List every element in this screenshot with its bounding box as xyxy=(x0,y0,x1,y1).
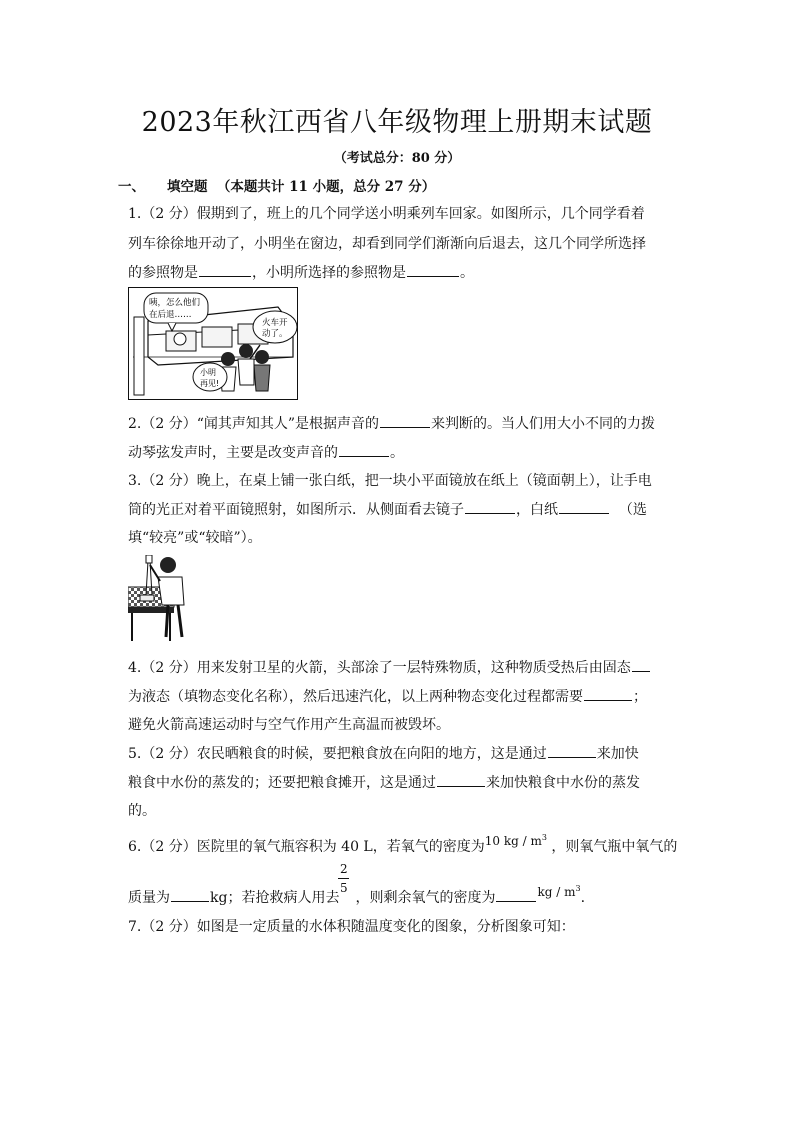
q2-line-1-a: 2.（2 分）“闻其声知其人”是根据声音的 xyxy=(128,416,380,432)
q2-blank-1[interactable] xyxy=(380,426,430,428)
bubble-1-line-1: 咦，怎么他们 xyxy=(149,298,201,308)
q6-density xyxy=(485,834,547,848)
bubble-1-line-2: 在后退…… xyxy=(149,310,192,320)
q4-line-2-b: ； xyxy=(633,689,647,705)
q4-blank-1[interactable] xyxy=(632,670,650,672)
q5-line-2 xyxy=(128,772,640,792)
q6-line-2-a: 质量为 xyxy=(128,890,170,906)
q5-line-3: 的。 xyxy=(128,803,156,819)
bubble-3-line-2: 再见! xyxy=(200,379,220,388)
q2-blank-2[interactable] xyxy=(339,455,389,457)
q6-line-1-b: ，则氧气瓶中氧气的 xyxy=(551,839,678,855)
q4-line-3: 避免火箭高速运动时与空气作用产生高温而被毁坏。 xyxy=(128,717,450,733)
q3-line-1: 3.（2 分）晚上，在桌上铺一张白纸，把一块小平面镜放在纸上（镜面朝上），让手电 xyxy=(128,473,652,489)
q1-blank-2[interactable] xyxy=(407,275,459,277)
q6-line-1 xyxy=(128,833,678,856)
bubble-2-line-2: 动了。 xyxy=(262,329,288,339)
flashlight-mirror-illustration xyxy=(128,555,203,643)
q6-unit xyxy=(537,885,580,899)
q1-blank-1[interactable] xyxy=(199,275,251,277)
exam-subtitle: （考试总分：80 分） xyxy=(333,151,461,166)
q6-unit-exponent: 3 xyxy=(575,884,581,893)
q5-line-2-b: 来加快粮食中水份的蒸发 xyxy=(486,775,640,791)
q5-blank-1[interactable] xyxy=(548,756,596,758)
q6-density-value: 10 kg / m xyxy=(484,834,542,848)
bubble-3-line-1: 小明 xyxy=(200,368,216,377)
q6-density-exponent: 3 xyxy=(541,833,547,842)
q5-blank-2[interactable] xyxy=(437,785,485,787)
q5-line-1-a: 5.（2 分）农民晒粮食的时候，要把粮食放在向阳的地方，这是通过 xyxy=(128,746,547,762)
q3-blank-2[interactable] xyxy=(559,512,609,514)
q1-line-1: 1.（2 分）假期到了，班上的几个同学送小明乘列车回家。如图所示，几个同学看着 xyxy=(128,206,645,222)
q4-line-1-a: 4.（2 分）用来发射卫星的火箭，头部涂了一层特殊物质，这种物质受热后由固态 xyxy=(128,660,631,676)
q5-line-1 xyxy=(128,743,639,763)
section-info: （本题共计 11 小题，总分 27 分） xyxy=(216,179,436,195)
q3-line-2-a: 筒的光正对着平面镜照射，如图所示．从侧面看去镜子 xyxy=(128,502,464,518)
q7-line-1: 7.（2 分）如图是一定质量的水体积随温度变化的图象，分析图象可知： xyxy=(128,919,575,935)
train-station-illustration xyxy=(128,287,298,400)
bubble-2-line-1: 火车开 xyxy=(262,318,288,328)
q6-blank-1[interactable] xyxy=(171,900,209,902)
section-heading xyxy=(118,175,435,195)
q6-line-2-c: ，则剩余氧气的密度为 xyxy=(355,890,496,906)
q6-line-2 xyxy=(128,884,586,907)
q4-line-2-a: 为液态（填物态变化名称），然后迅速汽化，以上两种物态变化过程都需要 xyxy=(128,689,583,705)
q6-blank-2[interactable] xyxy=(496,900,536,902)
q3-line-2 xyxy=(128,499,647,519)
q5-line-2-a: 粮食中水份的蒸发的；还要把粮食摊开，这是通过 xyxy=(128,775,436,791)
q1-line-3-c: 。 xyxy=(460,265,474,281)
q6-fraction-numerator: 2 xyxy=(340,862,348,876)
q2-line-2-b: 。 xyxy=(390,445,404,461)
q6-line-1-a: 6.（2 分）医院里的氧气瓶容积为 40 L，若氧气的密度为 xyxy=(128,839,485,855)
q4-line-1 xyxy=(128,657,651,677)
q3-line-3: 填“较亮”或“较暗”）。 xyxy=(128,530,262,546)
q2-line-1-b: 来判断的。当人们用大小不同的力拨 xyxy=(431,416,656,432)
exam-title: 2023年秋江西省八年级物理上册期末试题 xyxy=(141,107,653,138)
section-number: 一、 xyxy=(118,179,145,195)
q4-blank-2[interactable] xyxy=(584,699,632,701)
q3-blank-1[interactable] xyxy=(465,512,515,514)
q4-line-2 xyxy=(128,686,647,706)
q6-period: . xyxy=(580,890,586,906)
q6-fraction-bar xyxy=(338,878,349,879)
q6-fraction-denominator: 5 xyxy=(340,881,348,895)
q2-line-2 xyxy=(128,442,404,462)
q6-unit-value: kg / m xyxy=(537,885,576,899)
q1-line-2: 列车徐徐地开动了，小明坐在窗边，却看到同学们渐渐向后退去，这几个同学所选择 xyxy=(128,236,646,252)
q1-line-3 xyxy=(128,262,474,282)
q3-line-2-c: （选 xyxy=(618,502,647,518)
q2-line-2-a: 动琴弦发声时，主要是改变声音的 xyxy=(128,445,338,461)
section-name: 填空题 xyxy=(167,179,208,195)
q3-line-2-b: ，白纸 xyxy=(516,502,558,518)
q2-line-1 xyxy=(128,413,655,433)
q6-line-2-b: kg；若抢救病人用去 xyxy=(210,890,340,906)
q1-line-3-b: ，小明所选择的参照物是 xyxy=(252,265,406,281)
q5-line-1-b: 来加快 xyxy=(596,746,639,762)
q1-line-3-a: 的参照物是 xyxy=(128,265,198,281)
